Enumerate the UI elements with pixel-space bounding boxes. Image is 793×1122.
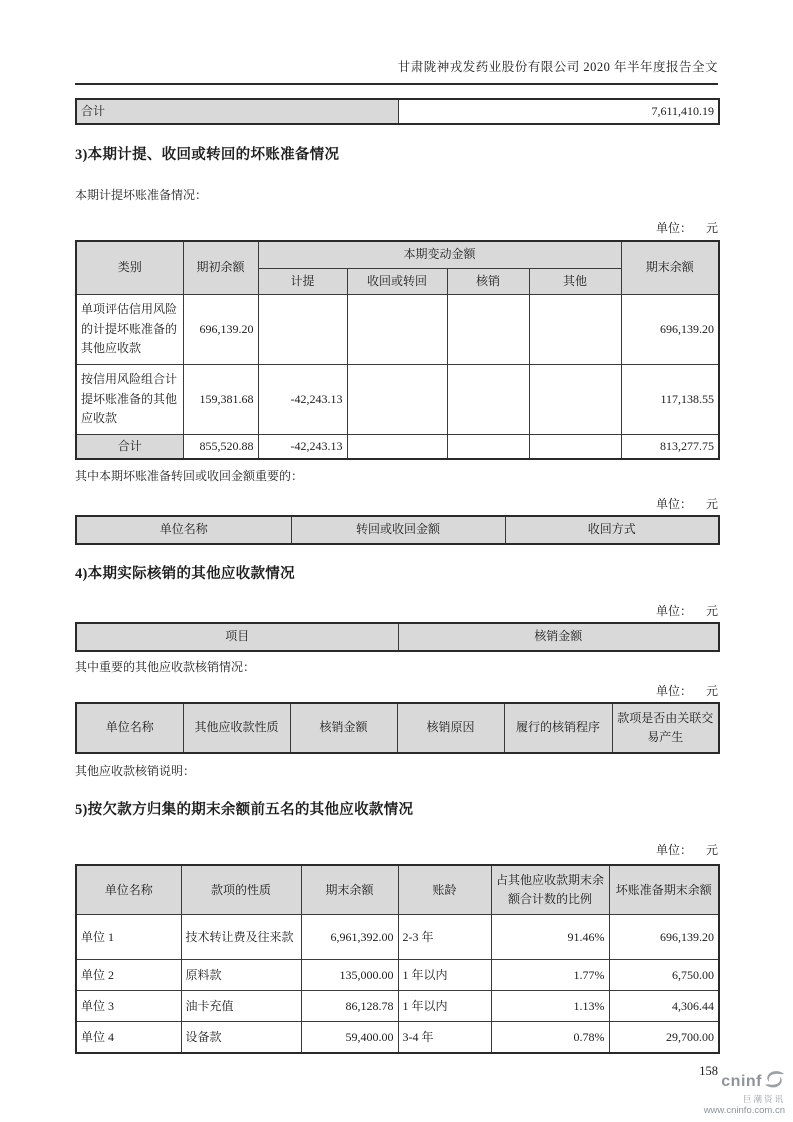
total-carryover-table — [75, 98, 720, 125]
unit-label: 单位： — [655, 496, 692, 511]
col-header-bad-debt-ending: 坏账准备期末余额 — [609, 865, 719, 915]
col-header-category: 类别 — [76, 241, 183, 294]
table-total-row — [76, 434, 719, 459]
page-content — [75, 0, 718, 1079]
table-row — [76, 915, 719, 960]
cninfo-logo — [704, 1070, 785, 1116]
col-header-related-party: 款项是否由关联交易产生 — [612, 703, 719, 753]
bad-debt-cell: 29,700.00 — [609, 1022, 719, 1053]
unit-currency: 元 — [705, 496, 718, 511]
ratio-cell: 91.46% — [491, 915, 609, 960]
col-header-item: 项目 — [76, 623, 398, 651]
recovery-table — [75, 515, 720, 545]
unit-note — [75, 219, 718, 236]
ending-balance-cell: 59,400.00 — [301, 1022, 398, 1053]
ratio-cell: 1.77% — [491, 960, 609, 991]
ending-balance-cell: 135,000.00 — [301, 960, 398, 991]
col-header-ending-balance: 期末余额 — [621, 241, 719, 294]
table-row — [76, 1022, 719, 1053]
cninfo-chinese-name: 巨潮资讯 — [742, 1093, 785, 1104]
section-3-intro: 本期计提坏账准备情况： — [75, 188, 208, 203]
beginning-balance-cell: 696,139.20 — [183, 294, 258, 364]
unit-note — [75, 602, 718, 619]
section-5-heading: 5)按欠款方归集的期末余额前五名的其他应收款情况 — [75, 801, 414, 818]
writeoff-cell — [447, 434, 529, 459]
unit-currency: 元 — [705, 221, 718, 236]
ratio-cell: 1.13% — [491, 991, 609, 1022]
col-header-ratio: 占其他应收款期末余额合计数的比例 — [491, 865, 609, 915]
recover-cell — [347, 364, 447, 434]
unit-currency: 元 — [705, 683, 718, 698]
writeoff-cell — [447, 364, 529, 434]
provision-cell — [258, 294, 347, 364]
aging-cell: 1 年以内 — [398, 991, 491, 1022]
section-3-heading: 3)本期计提、收回或转回的坏账准备情况 — [75, 147, 340, 164]
table-header-row — [76, 241, 719, 268]
col-header-unit-name: 单位名称 — [76, 865, 181, 915]
table-header-row — [76, 865, 719, 915]
col-header-writeoff-amount: 核销金额 — [290, 703, 397, 753]
aging-cell: 2-3 年 — [398, 915, 491, 960]
col-header-provision: 计提 — [258, 268, 347, 294]
recover-note: 其中本期坏账准备转回或收回金额重要的： — [75, 468, 304, 483]
bad-debt-cell: 696,139.20 — [609, 915, 719, 960]
col-header-other: 其他 — [529, 268, 621, 294]
col-header-ending-balance: 期末余额 — [301, 865, 398, 915]
col-header-writeoff: 核销 — [447, 268, 529, 294]
table-row — [76, 364, 719, 434]
category-cell: 按信用风险组合计提坏账准备的其他应收款 — [76, 364, 183, 434]
recover-cell — [347, 294, 447, 364]
unit-label: 单位： — [655, 842, 692, 857]
writeoff-explanation-note: 其他应收款核销说明： — [75, 763, 196, 778]
col-header-nature: 款项的性质 — [181, 865, 301, 915]
col-header-recover: 收回或转回 — [347, 268, 447, 294]
writeoff-cell — [447, 294, 529, 364]
unit-name-cell: 单位 3 — [76, 991, 181, 1022]
nature-cell: 原料款 — [181, 960, 301, 991]
document-title: 甘肃陇神戎发药业股份有限公司 2020 年半年度报告全文 — [397, 60, 718, 74]
nature-cell: 设备款 — [181, 1022, 301, 1053]
ending-balance-cell: 117,138.55 — [621, 364, 719, 434]
unit-name-cell: 单位 4 — [76, 1022, 181, 1053]
ratio-cell: 0.78% — [491, 1022, 609, 1053]
unit-name-cell: 单位 1 — [76, 915, 181, 960]
unit-currency: 元 — [705, 603, 718, 618]
important-writeoff-table — [75, 702, 720, 754]
other-cell — [529, 294, 621, 364]
ending-balance-cell: 696,139.20 — [621, 294, 719, 364]
other-cell — [529, 364, 621, 434]
aging-cell: 1 年以内 — [398, 960, 491, 991]
unit-note — [75, 841, 718, 858]
bad-debt-cell: 4,306.44 — [609, 991, 719, 1022]
nature-cell: 油卡充值 — [181, 991, 301, 1022]
ending-balance-cell: 86,128.78 — [301, 991, 398, 1022]
col-header-writeoff-reason: 核销原因 — [397, 703, 504, 753]
col-header-nature: 其他应收款性质 — [183, 703, 290, 753]
provision-cell: -42,243.13 — [258, 434, 347, 459]
table-header-row — [76, 703, 719, 753]
beginning-balance-cell: 159,381.68 — [183, 364, 258, 434]
col-header-writeoff-amount: 核销金额 — [398, 623, 719, 651]
col-header-recover-amount: 转回或收回金额 — [291, 516, 505, 544]
col-header-change-group: 本期变动金额 — [258, 241, 621, 268]
total-label-cell: 合计 — [76, 99, 398, 124]
unit-name-cell: 单位 2 — [76, 960, 181, 991]
provision-cell: -42,243.13 — [258, 364, 347, 434]
nature-cell: 技术转让费及往来款 — [181, 915, 301, 960]
unit-label: 单位： — [655, 683, 692, 698]
col-header-recover-method: 收回方式 — [505, 516, 719, 544]
writeoff-table — [75, 622, 720, 652]
bad-debt-provision-table — [75, 240, 720, 460]
ending-balance-cell: 6,961,392.00 — [301, 915, 398, 960]
page-number: 158 — [699, 1063, 718, 1078]
unit-label: 单位： — [655, 221, 692, 236]
col-header-unit-name: 单位名称 — [76, 703, 183, 753]
total-amount-cell: 7,611,410.19 — [398, 99, 719, 124]
table-row — [76, 99, 719, 124]
table-header-row — [76, 516, 719, 544]
other-cell — [529, 434, 621, 459]
total-label-cell: 合计 — [76, 434, 183, 459]
cninfo-wordmark: cninf — [721, 1073, 762, 1090]
section-4-heading: 4)本期实际核销的其他应收款情况 — [75, 565, 295, 582]
table-row — [76, 294, 719, 364]
unit-label: 单位： — [655, 603, 692, 618]
document-header — [75, 0, 718, 85]
cninfo-swirl-icon — [764, 1070, 785, 1094]
beginning-balance-cell: 855,520.88 — [183, 434, 258, 459]
col-header-aging: 账龄 — [398, 865, 491, 915]
col-header-unit-name: 单位名称 — [76, 516, 291, 544]
unit-note — [75, 495, 718, 512]
top5-other-receivables-table — [75, 864, 720, 1054]
col-header-procedure: 履行的核销程序 — [504, 703, 612, 753]
table-row — [76, 960, 719, 991]
important-writeoff-note: 其中重要的其他应收款核销情况： — [75, 659, 256, 674]
cninfo-url: www.cninfo.com.cn — [703, 1104, 785, 1116]
category-cell: 单项评估信用风险的计提坏账准备的其他应收款 — [76, 294, 183, 364]
aging-cell: 3-4 年 — [398, 1022, 491, 1053]
cninfo-logo-top — [704, 1070, 785, 1094]
unit-note — [75, 682, 718, 699]
ending-balance-cell: 813,277.75 — [621, 434, 719, 459]
recover-cell — [347, 434, 447, 459]
table-header-row — [76, 623, 719, 651]
table-row — [76, 991, 719, 1022]
col-header-beginning-balance: 期初余额 — [183, 241, 258, 294]
bad-debt-cell: 6,750.00 — [609, 960, 719, 991]
unit-currency: 元 — [705, 842, 718, 857]
